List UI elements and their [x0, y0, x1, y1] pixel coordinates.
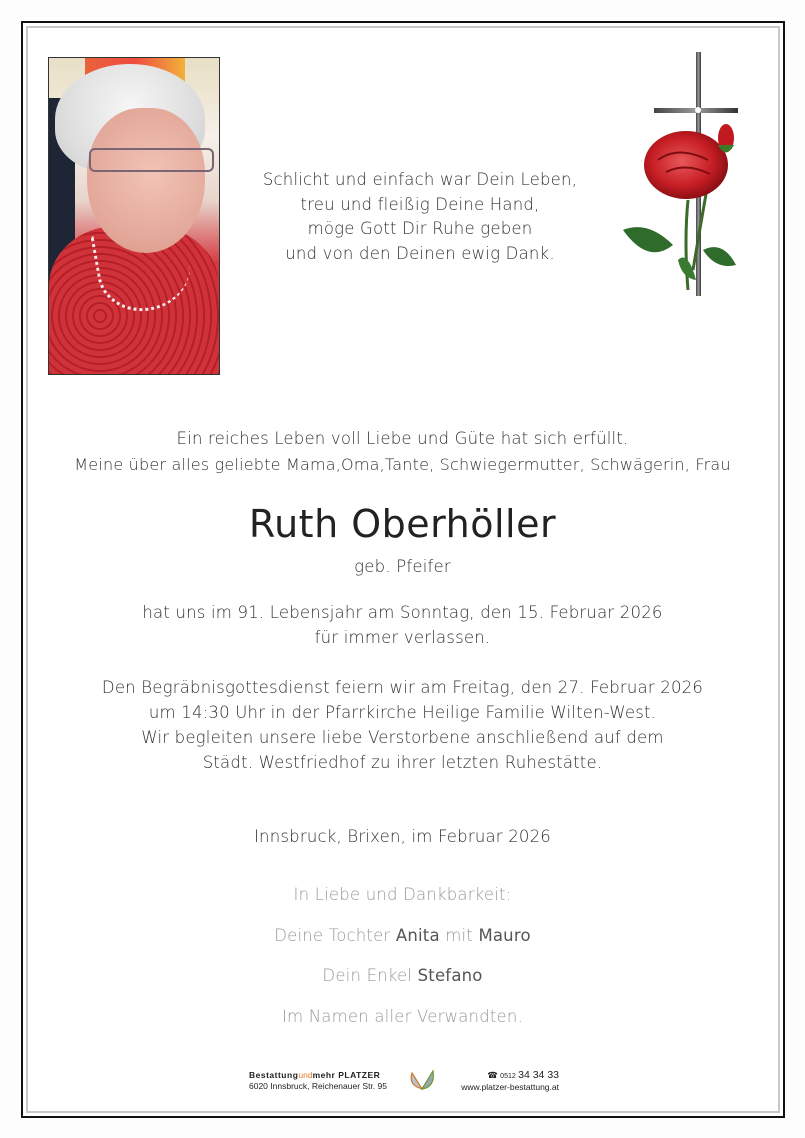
brand-name: [249, 1070, 387, 1081]
poem-line: möge Gott Dir Ruhe geben: [307, 219, 533, 238]
phone-icon: ☎: [487, 1070, 498, 1080]
butterfly-icon: [409, 1069, 435, 1093]
footer-address: 6020 Innsbruck, Reichenauer Str. 95: [249, 1081, 387, 1091]
funeral-line: um 14:30 Uhr in der Pfarrkirche Heilige Familie Wilten-West.: [148, 703, 657, 722]
mourners: [0, 875, 805, 1037]
deceased-name: Ruth Oberhöller: [248, 502, 557, 546]
brand-part-1: Bestattung: [249, 1070, 299, 1080]
intro-text: [0, 426, 805, 478]
footer-right: [461, 1070, 559, 1093]
mourner-daughter: [0, 916, 805, 957]
brand-part-3: mehr PLATZER: [312, 1070, 381, 1080]
funeral-line: Wir begleiten unsere liebe Verstorbene anschließend auf dem: [141, 728, 664, 747]
poem: [70, 168, 770, 266]
daughter-partner: Mauro: [478, 925, 531, 945]
poem-line: und von den Deinen ewig Dank.: [285, 243, 555, 263]
mourners-closing: Im Namen aller Verwandten.: [281, 1006, 524, 1026]
maiden-name: geb. Pfeifer: [354, 557, 451, 576]
footer-phone: [461, 1070, 559, 1082]
brand-part-2: und: [298, 1070, 313, 1080]
mourner-grandson: [0, 956, 805, 997]
death-notice: [0, 600, 805, 650]
phone-number: 34 34 33: [518, 1069, 559, 1081]
footer-left: [249, 1070, 387, 1092]
death-notice-line: für immer verlassen.: [314, 628, 491, 647]
daughter-mid: mit: [445, 925, 473, 945]
place-date: Innsbruck, Brixen, im Februar 2026: [253, 827, 552, 846]
daughter-name: Anita: [395, 925, 440, 945]
daughter-prefix: Deine Tochter: [274, 925, 391, 945]
grandson-prefix: Dein Enkel: [322, 966, 413, 985]
funeral-line: Städt. Westfriedhof zu ihrer letzten Ruhestätte.: [202, 753, 603, 772]
intro-line-1: Ein reiches Leben voll Liebe und Güte hat sich erfüllt.: [176, 429, 629, 448]
grandson-name: Stefano: [417, 966, 483, 985]
funeral-home-footer: [249, 1070, 559, 1096]
poem-line: treu und fleißig Deine Hand,: [300, 194, 540, 214]
funeral-details: [0, 675, 805, 775]
footer-website[interactable]: www.platzer-bestattung.at: [461, 1082, 559, 1092]
poem-line: Schlicht und einfach war Dein Leben,: [262, 170, 578, 189]
funeral-line: Den Begräbnisgottesdienst feiern wir am Freitag, den 27. Februar 2026: [101, 678, 704, 697]
phone-prefix: 0512: [500, 1073, 516, 1080]
mourners-heading: In Liebe und Dankbarkeit:: [293, 885, 512, 904]
intro-line-2: Meine über alles geliebte Mama,Oma,Tante, Schwiegermutter, Schwägerin, Frau: [74, 455, 731, 474]
death-notice-line: hat uns im 91. Lebensjahr am Sonntag, den 15. Februar 2026: [142, 603, 663, 622]
